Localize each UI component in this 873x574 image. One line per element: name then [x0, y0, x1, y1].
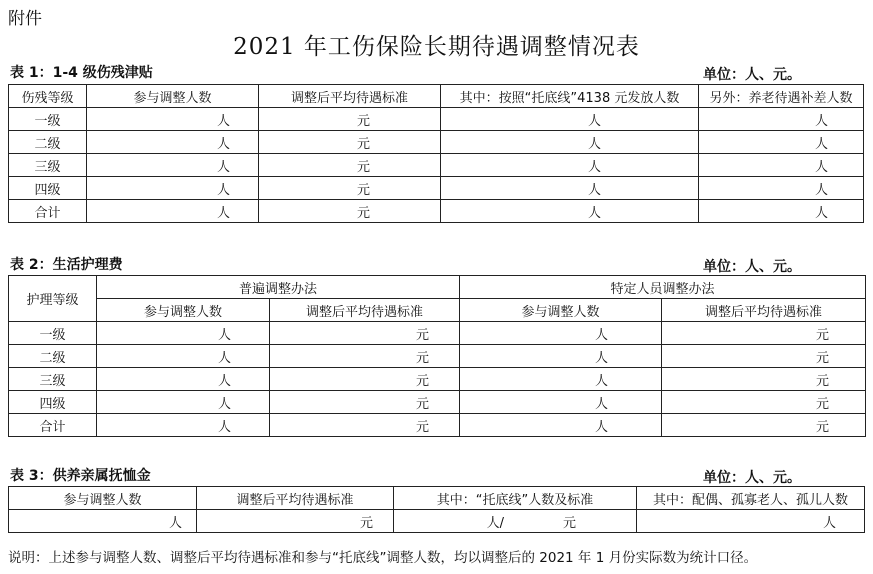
standard-cell[interactable]: 元: [662, 345, 866, 368]
table2-header-specific-method: 特定人员调整办法: [460, 276, 866, 299]
footnote: 说明：上述参与调整人数、调整后平均待遇标准和参与“托底线”调整人数，均以调整后的 2021 年 1 月份实际数为统计口径。: [8, 550, 758, 566]
table-row: [9, 368, 866, 391]
level-cell: 一级: [9, 108, 87, 131]
standard-cell[interactable]: 元: [662, 368, 866, 391]
count-cell[interactable]: 人: [97, 414, 270, 437]
table3: [8, 486, 865, 533]
table2-header-level: 护理等级: [9, 276, 97, 322]
count-cell[interactable]: 人: [9, 510, 197, 533]
standard-cell[interactable]: 元: [662, 414, 866, 437]
level-cell: 三级: [9, 368, 97, 391]
table3-header-special-count: 其中：配偶、孤寡老人、孤儿人数: [637, 487, 865, 510]
table1-label: 表 1：1-4 级伤残津贴: [10, 65, 153, 81]
standard-cell[interactable]: 元: [197, 510, 394, 533]
annex-label: 附件: [8, 9, 42, 29]
table2-header-standard: 调整后平均待遇标准: [662, 299, 866, 322]
special-count-cell[interactable]: 人: [637, 510, 865, 533]
count-cell[interactable]: 人: [87, 154, 259, 177]
floor-count-cell[interactable]: 人: [441, 177, 699, 200]
standard-cell[interactable]: 元: [270, 414, 460, 437]
floor-count-unit: 人/: [486, 515, 504, 531]
floor-standard-unit: 元: [562, 515, 576, 531]
standard-cell[interactable]: 元: [270, 391, 460, 414]
count-cell[interactable]: 人: [97, 368, 270, 391]
table2-header-count: 参与调整人数: [460, 299, 662, 322]
count-cell[interactable]: 人: [460, 322, 662, 345]
table-row: [9, 131, 864, 154]
pension-count-cell[interactable]: 人: [699, 177, 864, 200]
standard-cell[interactable]: 元: [662, 322, 866, 345]
table-row: [9, 414, 866, 437]
table-row: [9, 510, 865, 533]
table1-header-floor-count: 其中：按照“托底线”4138 元发放人数: [441, 85, 699, 108]
standard-cell[interactable]: 元: [662, 391, 866, 414]
pension-count-cell[interactable]: 人: [699, 154, 864, 177]
table2-label: 表 2：生活护理费: [10, 257, 123, 273]
page-title: 2021 年工伤保险长期待遇调整情况表: [233, 34, 640, 60]
table-row: [9, 345, 866, 368]
table1-header-level: 伤残等级: [9, 85, 87, 108]
table3-label: 表 3：供养亲属抚恤金: [10, 468, 151, 484]
count-cell[interactable]: 人: [460, 414, 662, 437]
count-cell[interactable]: 人: [87, 177, 259, 200]
pension-count-cell[interactable]: 人: [699, 131, 864, 154]
standard-cell[interactable]: 元: [259, 131, 441, 154]
table-row: [9, 391, 866, 414]
standard-cell[interactable]: 元: [270, 345, 460, 368]
table-row: [9, 154, 864, 177]
table2-header-count: 参与调整人数: [97, 299, 270, 322]
standard-cell[interactable]: 元: [270, 368, 460, 391]
level-cell: 二级: [9, 131, 87, 154]
table2: [8, 275, 866, 437]
pension-count-cell[interactable]: 人: [699, 200, 864, 223]
table-row: [9, 322, 866, 345]
table2-header-general-method: 普遍调整办法: [97, 276, 460, 299]
count-cell[interactable]: 人: [460, 368, 662, 391]
floor-cell[interactable]: [394, 510, 637, 533]
table3-header-floor: 其中：“托底线”人数及标准: [394, 487, 637, 510]
table2-header-standard: 调整后平均待遇标准: [270, 299, 460, 322]
count-cell[interactable]: 人: [97, 345, 270, 368]
count-cell[interactable]: 人: [87, 200, 259, 223]
level-cell: 四级: [9, 391, 97, 414]
floor-count-cell[interactable]: 人: [441, 154, 699, 177]
count-cell[interactable]: 人: [87, 131, 259, 154]
count-cell[interactable]: 人: [97, 391, 270, 414]
table-row: [9, 177, 864, 200]
standard-cell[interactable]: 元: [259, 200, 441, 223]
table3-unit: 单位：人、元。: [703, 470, 801, 486]
table3-header-standard: 调整后平均待遇标准: [197, 487, 394, 510]
level-cell: 三级: [9, 154, 87, 177]
table1: [8, 84, 864, 223]
level-cell: 合计: [9, 414, 97, 437]
table3-header-row: [9, 487, 865, 510]
level-cell: 四级: [9, 177, 87, 200]
level-cell: 二级: [9, 345, 97, 368]
table1-header-pension-count: 另外：养老待遇补差人数: [699, 85, 864, 108]
table1-header-count: 参与调整人数: [87, 85, 259, 108]
table1-header-standard: 调整后平均待遇标准: [259, 85, 441, 108]
standard-cell[interactable]: 元: [259, 154, 441, 177]
table3-header-count: 参与调整人数: [9, 487, 197, 510]
count-cell[interactable]: 人: [87, 108, 259, 131]
table1-header-row: [9, 85, 864, 108]
standard-cell[interactable]: 元: [259, 177, 441, 200]
table-row: [9, 108, 864, 131]
table2-group-row: [9, 276, 866, 299]
pension-count-cell[interactable]: 人: [699, 108, 864, 131]
level-cell: 合计: [9, 200, 87, 223]
standard-cell[interactable]: 元: [270, 322, 460, 345]
floor-count-cell[interactable]: 人: [441, 200, 699, 223]
table2-subheader-row: [9, 299, 866, 322]
floor-count-cell[interactable]: 人: [441, 131, 699, 154]
count-cell[interactable]: 人: [460, 391, 662, 414]
table2-unit: 单位：人、元。: [703, 259, 801, 275]
count-cell[interactable]: 人: [460, 345, 662, 368]
count-cell[interactable]: 人: [97, 322, 270, 345]
table-row: [9, 200, 864, 223]
standard-cell[interactable]: 元: [259, 108, 441, 131]
level-cell: 一级: [9, 322, 97, 345]
table1-unit: 单位：人、元。: [703, 67, 801, 83]
floor-count-cell[interactable]: 人: [441, 108, 699, 131]
